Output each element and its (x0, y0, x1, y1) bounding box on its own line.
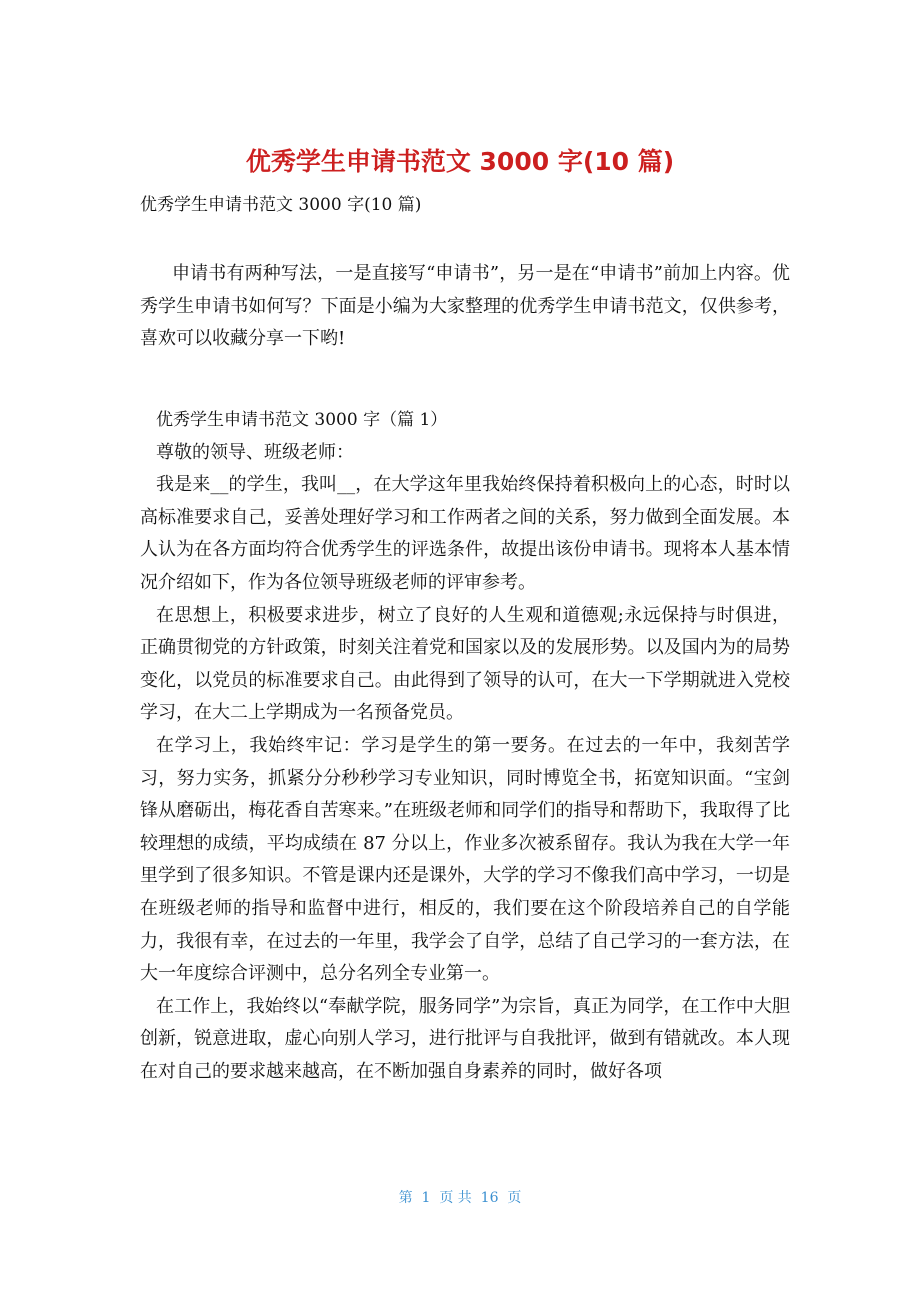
body-paragraph: 在思想上，积极要求进步，树立了良好的人生观和道德观;永远保持与时俱进，正确贯彻党的方针政策，时刻关注着党和国家以及的发展形势。以及国内为的局势变化，以党员的标准要求自己。由此得到了领导的认可，在大一下学期就进入党校学习，在大二上学期成为一名预备党员。 (140, 604, 790, 724)
body-paragraph: 我是来__的学生，我叫__，在大学这年里我始终保持着积极向上的心态，时时以高标准要求自己，妥善处理好学习和工作两者之间的关系，努力做到全面发展。本人认为在各方面均符合优秀学生的评选条件，故提出该份申请书。现将本人基本情况介绍如下，作为各位领导班级老师的评审参考。 (140, 474, 790, 593)
intro-block (140, 258, 790, 356)
section-heading: 优秀学生申请书范文 3000 字（篇 1） (156, 410, 448, 430)
body-paragraph: 在工作上，我始终以“奉献学院，服务同学”为宗旨，真正为同学，在工作中大胆创新，锐意进取，虚心向别人学习，进行批评与自我批评，做到有错就改。本人现在对自己的要求越来越高，在不断加强自身素养的同时，做好各项 (140, 995, 790, 1082)
document-subtitle: 优秀学生申请书范文 3000 字(10 篇) (140, 195, 422, 215)
salutation: 尊敬的领导、班级老师： (156, 441, 354, 463)
page-footer: 第 1 页 共 16 页 (398, 1190, 522, 1206)
intro-paragraph: 申请书有两种写法，一是直接写“申请书”，另一是在“申请书”前加上内容。优秀学生申请书如何写？下面是小编为大家整理的优秀学生申请书范文，仅供参考，喜欢可以收藏分享一下哟! (140, 263, 790, 350)
document-title: 优秀学生申请书范文 3000 字(10 篇) (245, 147, 675, 176)
body-paragraph: 在学习上，我始终牢记：学习是学生的第一要务。在过去的一年中，我刻苦学习，努力实务，抓紧分分秒秒学习专业知识，同时博览全书，拓宽知识面。“宝剑锋从磨砺出，梅花香自苦寒来。”在班级老师和同学们的指导和帮助下，我取得了比较理想的成绩，平均成绩在 87 分以上，作业多次被系留存。我认为我在大学一年里学到了很多知识。不管是课内还是课外，大学的学习不像我们高中学习，一切是在班级老师的指导和监督中进行，相反的，我们要在这个阶段培养自己的自学能力，我很有幸，在过去的一年里，我学会了自学，总结了自己学习的一套方法，在大一年度综合评测中，总分名列全专业第一。 (140, 734, 790, 985)
main-body (140, 404, 790, 1088)
